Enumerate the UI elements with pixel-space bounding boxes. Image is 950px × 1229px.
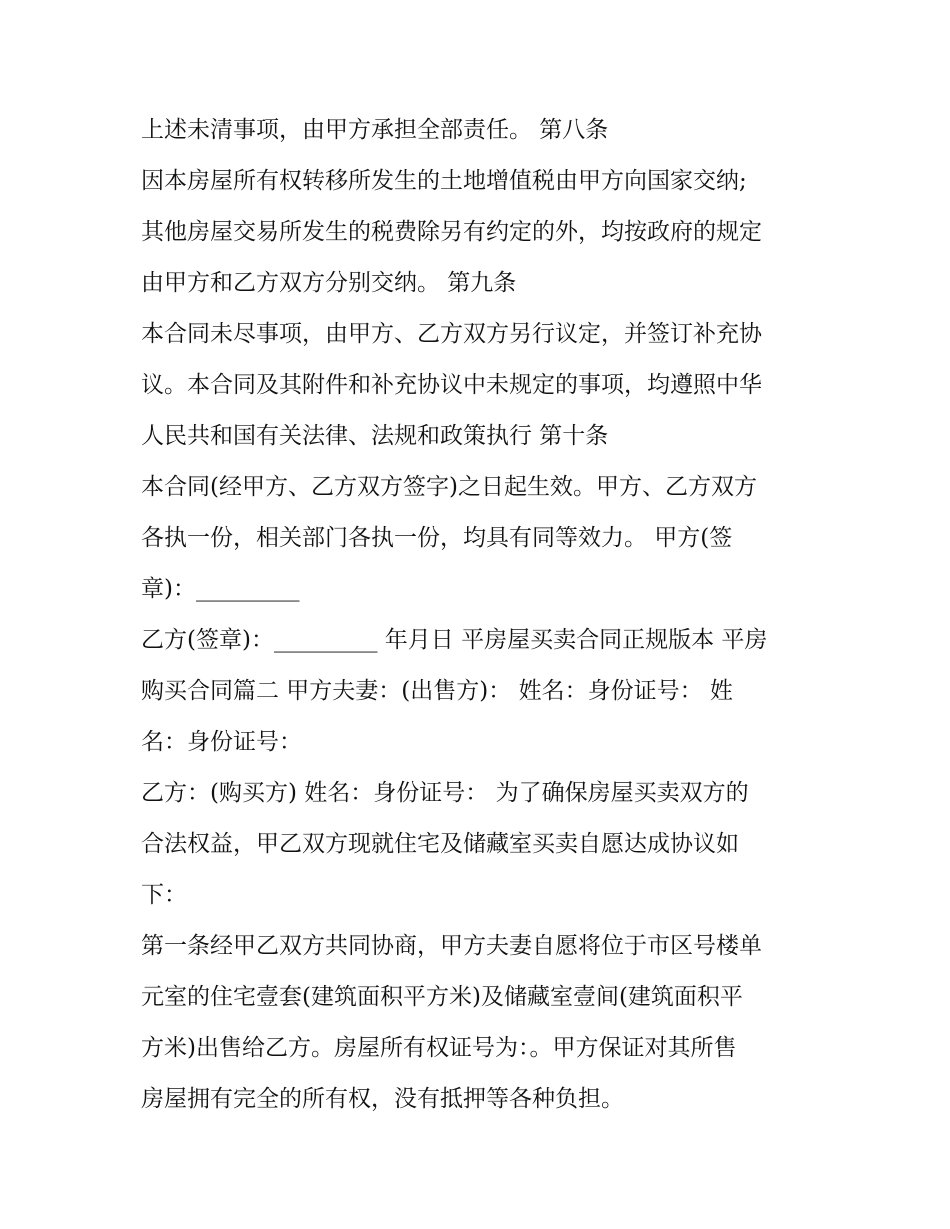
text-line: 因本房屋所有权转移所发生的土地增值税由甲方向国家交纳;: [141, 168, 747, 194]
text-line: 人民共和国有关法律、法规和政策执行 第十条: [141, 423, 609, 449]
text-line: 议。本合同及其附件和补充协议中未规定的事项，均遵照中华: [141, 372, 762, 398]
text-line: 其他房屋交易所发生的税费除另有约定的外，均按政府的规定: [141, 219, 762, 245]
text-line: 乙方(签章)：_________ 年月日 平房屋买卖合同正规版本 平房: [141, 627, 768, 653]
text-line: 上述未清事项，由甲方承担全部责任。 第八条: [141, 117, 609, 143]
text-line: 购买合同篇二 甲方夫妻：(出售方)： 姓名：身份证号： 姓: [141, 678, 733, 704]
text-line: 第一条经甲乙双方共同协商，甲方夫妻自愿将位于市区号楼单: [141, 933, 762, 959]
text-line: 本合同未尽事项，由甲方、乙方双方另行议定，并签订补充协: [141, 321, 762, 347]
text-line: 房屋拥有完全的所有权，没有抵押等各种负担。: [141, 1086, 624, 1112]
text-line: 元室的住宅壹套(建筑面积平方米)及储藏室壹间(建筑面积平: [141, 984, 743, 1010]
text-line: 各执一份，相关部门各执一份，均具有同等效力。 甲方(签: [141, 525, 733, 551]
text-line: 乙方：(购买方) 姓名：身份证号： 为了确保房屋买卖双方的: [141, 780, 749, 806]
text-line: 名：身份证号：: [141, 729, 302, 755]
text-line: 本合同(经甲方、乙方双方签字)之日起生效。甲方、乙方双方: [141, 474, 757, 500]
document-body: [141, 108, 821, 1128]
text-line: 下：: [141, 882, 187, 908]
text-line: 章)：_________: [141, 576, 300, 602]
text-line: 由甲方和乙方双方分别交纳。 第九条: [141, 270, 517, 296]
text-line: 方米)出售给乙方。房屋所有权证号为：。甲方保证对其所售: [141, 1035, 737, 1061]
text-line: 合法权益，甲乙双方现就住宅及储藏室买卖自愿达成协议如: [141, 831, 739, 857]
